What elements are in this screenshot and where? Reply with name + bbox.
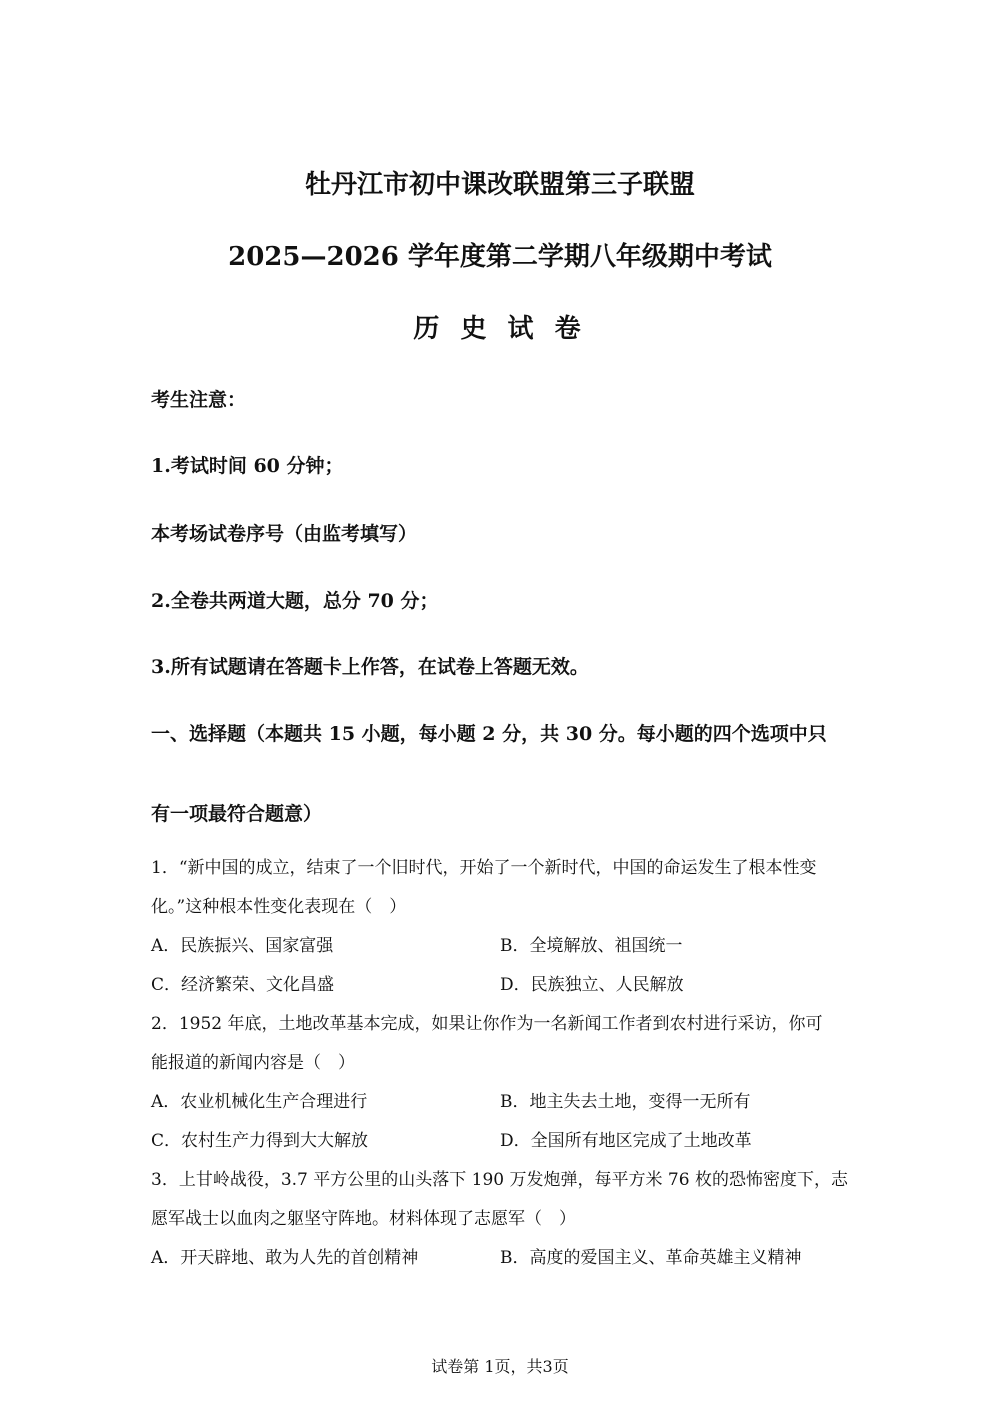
question-3-option-a: A．开天辟地、敢为人先的首创精神	[151, 1248, 419, 1268]
exam-title-alliance: 牡丹江市初中课改联盟第三子联盟	[304, 170, 695, 200]
question-1-option-a: A．民族振兴、国家富强	[151, 936, 334, 956]
page-footer-number: 试卷第 1页，共3页	[431, 1357, 569, 1376]
exam-title-subject: 历 史 试 卷	[413, 314, 587, 344]
question-3-option-b: B．高度的爱国主义、革命英雄主义精神	[500, 1248, 802, 1268]
section-title-line1: 一、选择题（本题共 15 小题，每小题 2 分，共 30 分。每小题的四个选项中只	[151, 723, 827, 745]
question-2-option-b: B．地主失去土地，变得一无所有	[500, 1092, 751, 1112]
question-1-option-d: D．民族独立、人民解放	[500, 975, 684, 995]
question-1-option-b: B．全境解放、祖国统一	[500, 936, 683, 956]
question-2-option-a: A．农业机械化生产合理进行	[151, 1092, 368, 1112]
question-2-option-c: C．农村生产力得到大大解放	[151, 1131, 369, 1151]
notice-item-score: 2.全卷共两道大题，总分 70 分；	[151, 590, 439, 612]
question-2-option-d: D．全国所有地区完成了土地改革	[500, 1131, 752, 1151]
question-1-stem-line1: 1．“新中国的成立，结束了一个旧时代，开始了一个新时代，中国的命运发生了根本性变	[151, 858, 817, 878]
notice-heading: 考生注意：	[151, 389, 247, 411]
question-2-stem-line2: 能报道的新闻内容是（ ）	[151, 1053, 355, 1073]
question-1-stem-line2: 化。”这种根本性变化表现在（ ）	[151, 897, 407, 917]
question-2-stem-line1: 2．1952 年底，土地改革基本完成，如果让你作为一名新闻工作者到农村进行采访，你可	[151, 1014, 823, 1034]
section-title-line2: 有一项最符合题意）	[151, 803, 323, 825]
question-1-option-c: C．经济繁荣、文化昌盛	[151, 975, 335, 995]
question-3-stem-line2: 愿军战士以血肉之躯坚守阵地。材料体现了志愿军（ ）	[151, 1209, 576, 1229]
notice-item-answer-card: 3.所有试题请在答题卡上作答，在试卷上答题无效。	[151, 656, 589, 678]
exam-title-term: 2025—2026 学年度第二学期八年级期中考试	[228, 242, 772, 272]
notice-seat-number-label: 本考场试卷序号（由监考填写）	[151, 523, 418, 545]
question-3-stem-line1: 3．上甘岭战役，3.7 平方公里的山头落下 190 万发炮弹，每平方米 76 枚的恐怖密度下，志	[151, 1170, 848, 1190]
notice-item-time: 1.考试时间 60 分钟；	[151, 455, 344, 477]
